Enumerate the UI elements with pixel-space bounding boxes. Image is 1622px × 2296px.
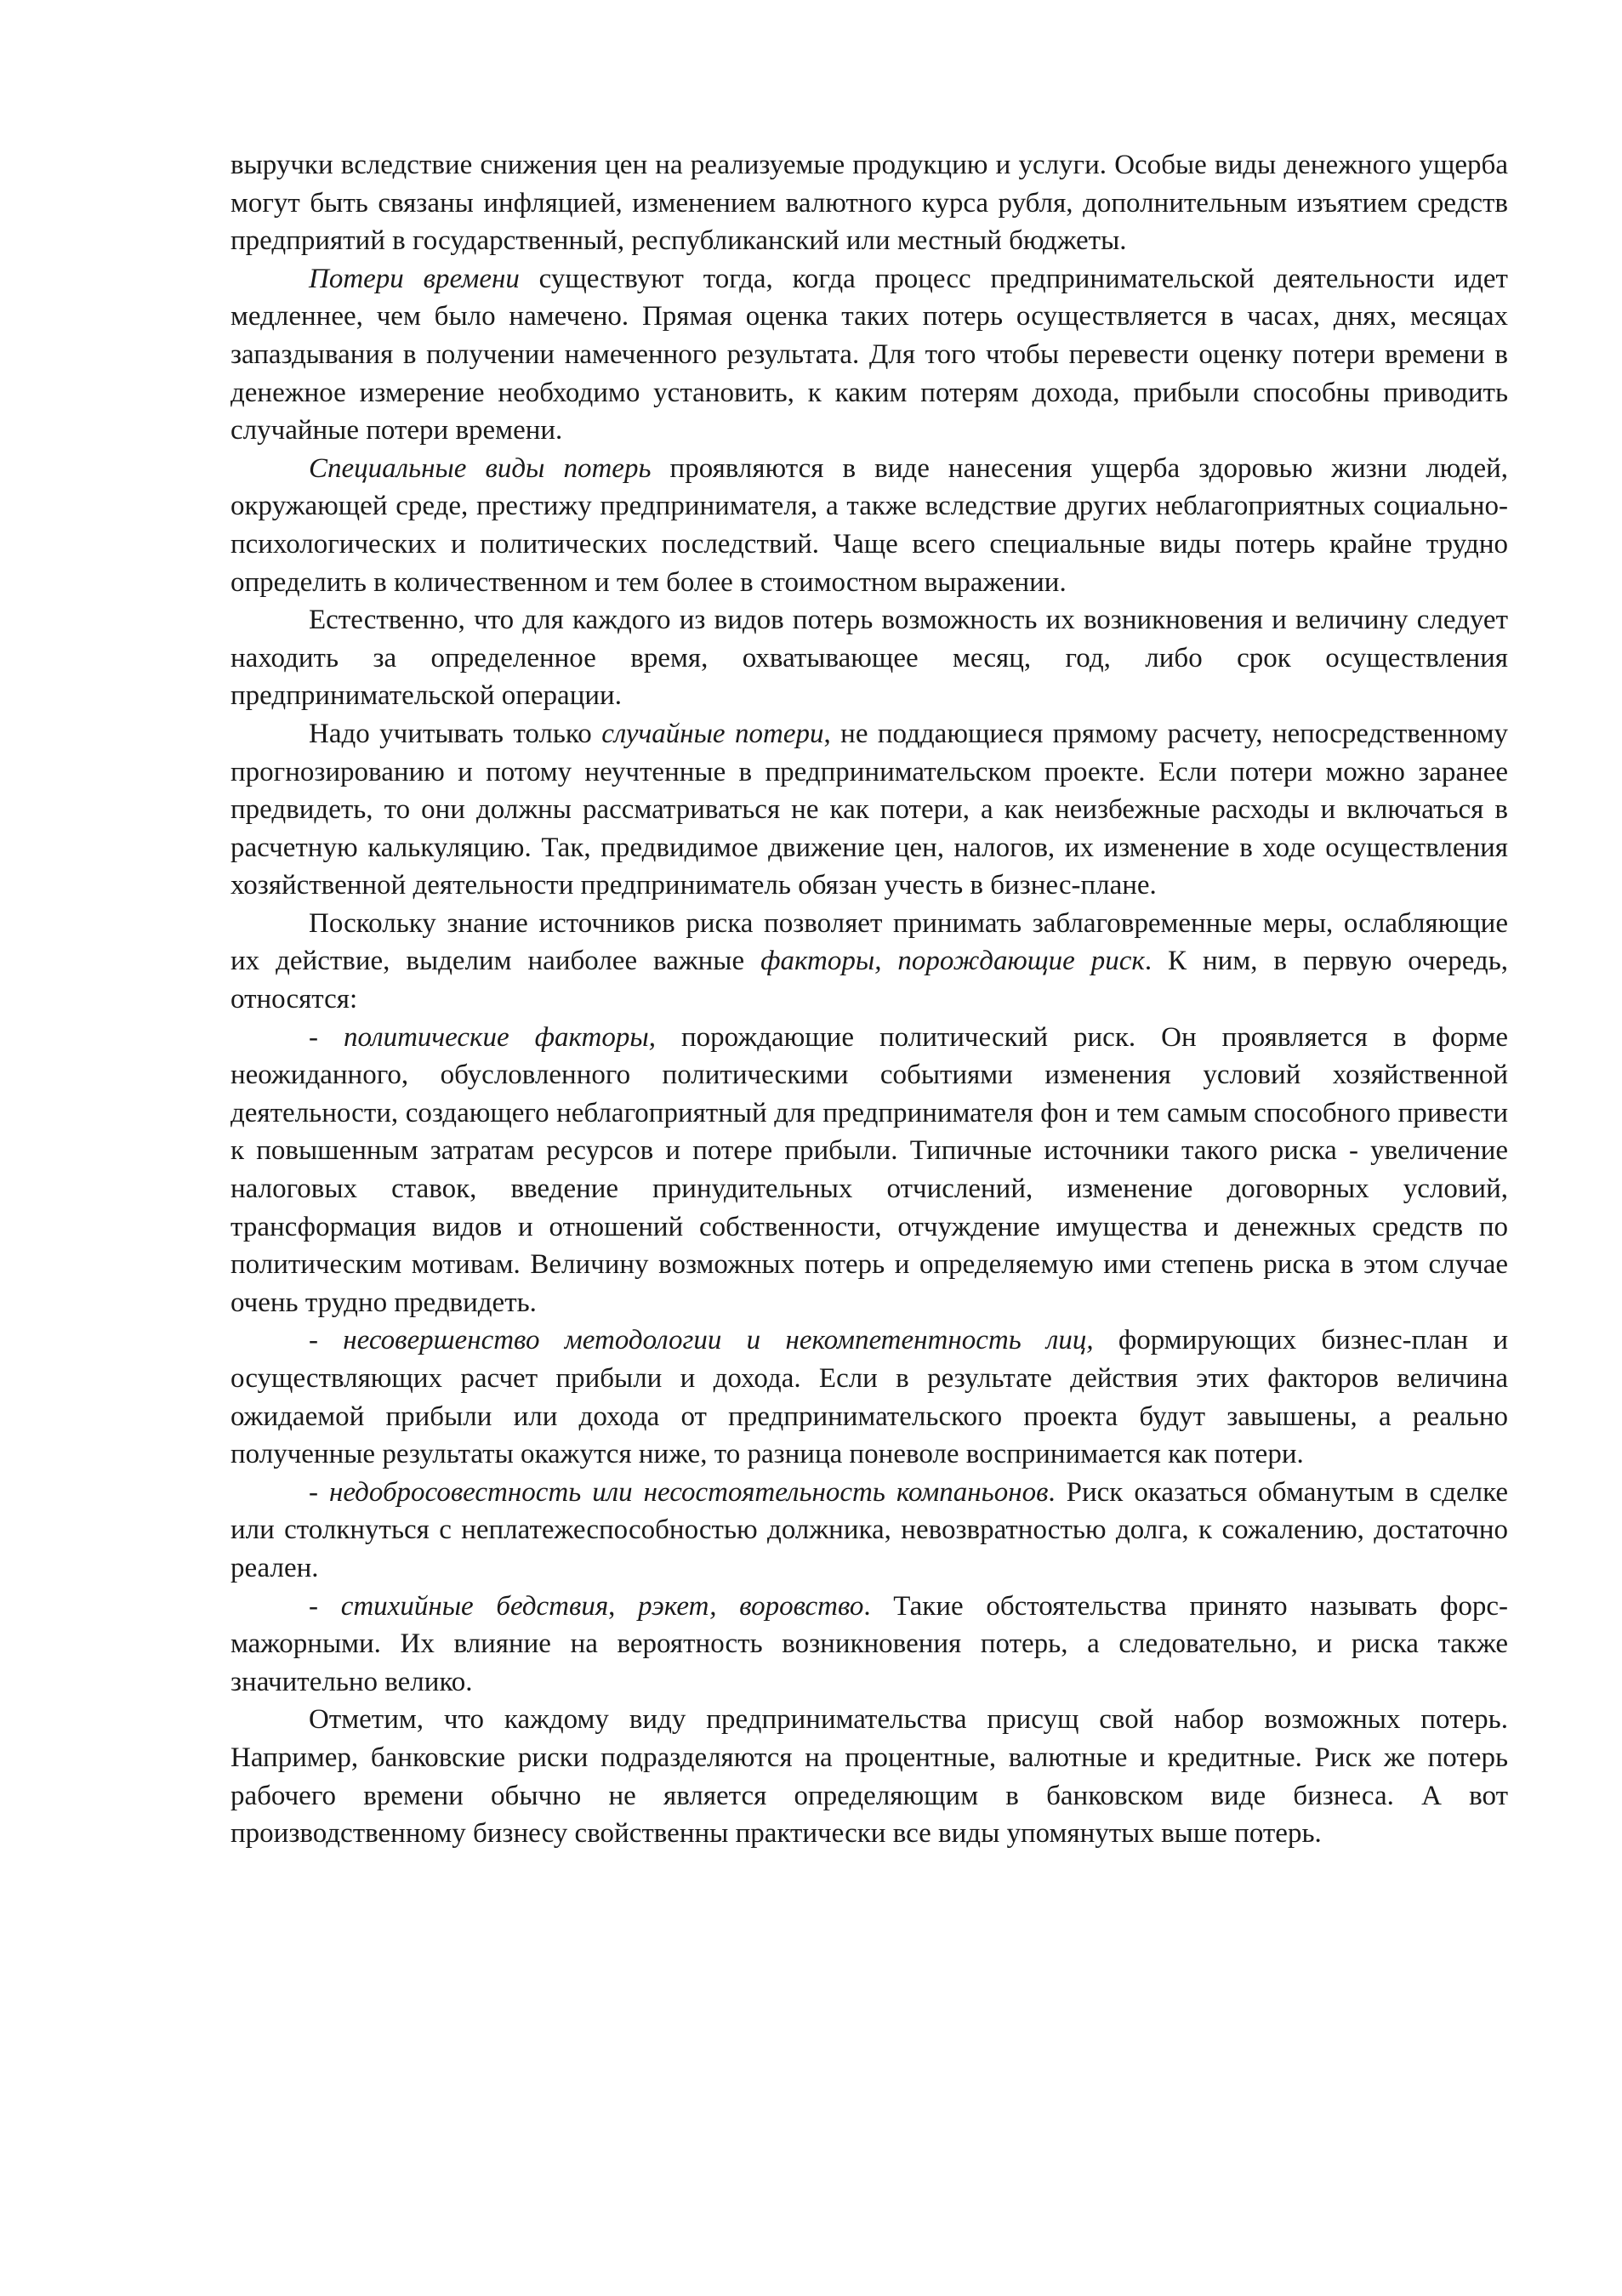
paragraph-2 xyxy=(230,260,1508,450)
paragraph-8 xyxy=(230,1321,1508,1473)
paragraph-4 xyxy=(230,601,1508,715)
paragraph-10 xyxy=(230,1588,1508,1702)
paragraph-1 xyxy=(230,146,1508,260)
italic-term: несовершенство методологии и некомпетентность лиц, xyxy=(343,1325,1094,1356)
text-run: . Такие обстоятельства принято называть форс-мажорными. Их влияние на вероятность возникновения потерь, а следовательно, и риска также значительно велико. xyxy=(230,1590,1508,1697)
text-run: Надо учитывать только xyxy=(309,718,602,749)
paragraph-9 xyxy=(230,1474,1508,1588)
italic-term: Специальные виды потерь xyxy=(309,452,652,484)
paragraph-6 xyxy=(230,905,1508,1019)
text-run: - xyxy=(309,1021,344,1053)
italic-term: недобросовестность или несостоятельность компаньонов xyxy=(328,1476,1049,1508)
italic-term: факторы, порождающие риск xyxy=(760,946,1145,977)
italic-term: Потери времени xyxy=(309,263,520,294)
text-run: . К ним, в первую очередь, относятся: xyxy=(230,946,1509,1015)
paragraph-3 xyxy=(230,450,1508,601)
italic-term: случайные потери xyxy=(601,718,824,749)
text-run: - xyxy=(309,1590,341,1622)
text-run: - xyxy=(309,1476,329,1508)
text-run: , xyxy=(608,1590,639,1622)
text-run: порождающие политический риск. Он проявляется в форме неожиданного, обусловленного политическими событиями изменения условий хозяйственной деятельности, создающего неблагоприятный для предпринимателя фон и тем самым способного привести к повышенным затратам ресурсов и потере прибыли. Типичные источники такого риска - увеличение налоговых ставок, введение принудительных отчислений, изменение договорных условий, трансформация видов и отношений собственности, отчуждение имущества и денежных средств по политическим мотивам. Величину возможных потерь и определяемую ими степень риска в этом случае очень трудно предвидеть. xyxy=(230,1021,1508,1318)
text-run: формирующих бизнес-план и осуществляющих расчет прибыли и дохода. Если в результате действия этих факторов величина ожидаемой прибыли или дохода от предпринимательского проекта будут завышены, а реально полученные результаты окажутся ниже, то разница поневоле воспринимается как потери. xyxy=(230,1325,1508,1470)
paragraph-11 xyxy=(230,1701,1508,1852)
document-page xyxy=(230,146,1508,1853)
text-run: - xyxy=(309,1325,344,1356)
text-run: Отметим, что каждому виду предпринимательства присущ свой набор возможных потерь. Например, банковские риски подразделяются на процентные, валютные и кредитные. Риск же потерь рабочего времени обычно не является определяющим в банковском виде бизнеса. А вот производственному бизнесу свойственны практически все виды упомянутых выше потерь. xyxy=(230,1704,1508,1850)
text-run: выручки вследствие снижения цен на реализуемые продукцию и услуги. Особые виды денежного ущерба могут быть связаны инфляцией, изменением валютного курса рубля, дополнительным изъятием средств предприятий в государственный, республиканский или местный бюджеты. xyxy=(230,150,1508,257)
italic-term: политические факторы, xyxy=(344,1021,656,1053)
italic-term: рэкет, воровство xyxy=(638,1590,864,1622)
text-run: Поскольку знание источников риска позволяет принимать заблаговременные меры, ослабляющие их действие, выделим наиболее важные xyxy=(230,907,1508,977)
text-run: . Риск оказаться обманутым в сделке или столкнуться с неплатежеспособностью должника, невозвратностью долга, к сожалению, достаточно реален. xyxy=(230,1476,1508,1583)
text-run: существуют тогда, когда процесс предпринимательской деятельности идет медленнее, чем было намечено. Прямая оценка таких потерь осуществляется в часах, днях, месяцах запаздывания в получении намеченного результата. Для того чтобы перевести оценку потери времени в денежное измерение необходимо установить, к каким потерям дохода, прибыли способны приводить случайные потери времени. xyxy=(230,263,1508,446)
text-run: проявляются в виде нанесения ущерба здоровью жизни людей, окружающей среде, престижу предпринимателя, а также вследствие других неблагоприятных социально-психологических и политических последствий. Чаще всего специальные виды потерь крайне трудно определить в количественном и тем более в стоимостном выражении. xyxy=(230,452,1509,598)
text-run: , не поддающиеся прямому расчету, непосредственному прогнозированию и потому неучтенные в предпринимательском проекте. Если потери можно заранее предвидеть, то они должны рассматриваться не как потери, а как неизбежные расходы и включаться в расчетную калькуляцию. Так, предвидимое движение цен, налогов, их изменение в ходе осуществления хозяйственной деятельности предприниматель обязан учесть в бизнес-плане. xyxy=(230,718,1508,901)
paragraph-7 xyxy=(230,1019,1508,1322)
italic-term: стихийные бедствия xyxy=(340,1590,609,1622)
paragraph-5 xyxy=(230,715,1508,905)
text-run: Естественно, что для каждого из видов потерь возможность их возникновения и величину следует находить за определенное время, охватывающее месяц, год, либо срок осуществления предпринимательской операции. xyxy=(230,605,1508,712)
